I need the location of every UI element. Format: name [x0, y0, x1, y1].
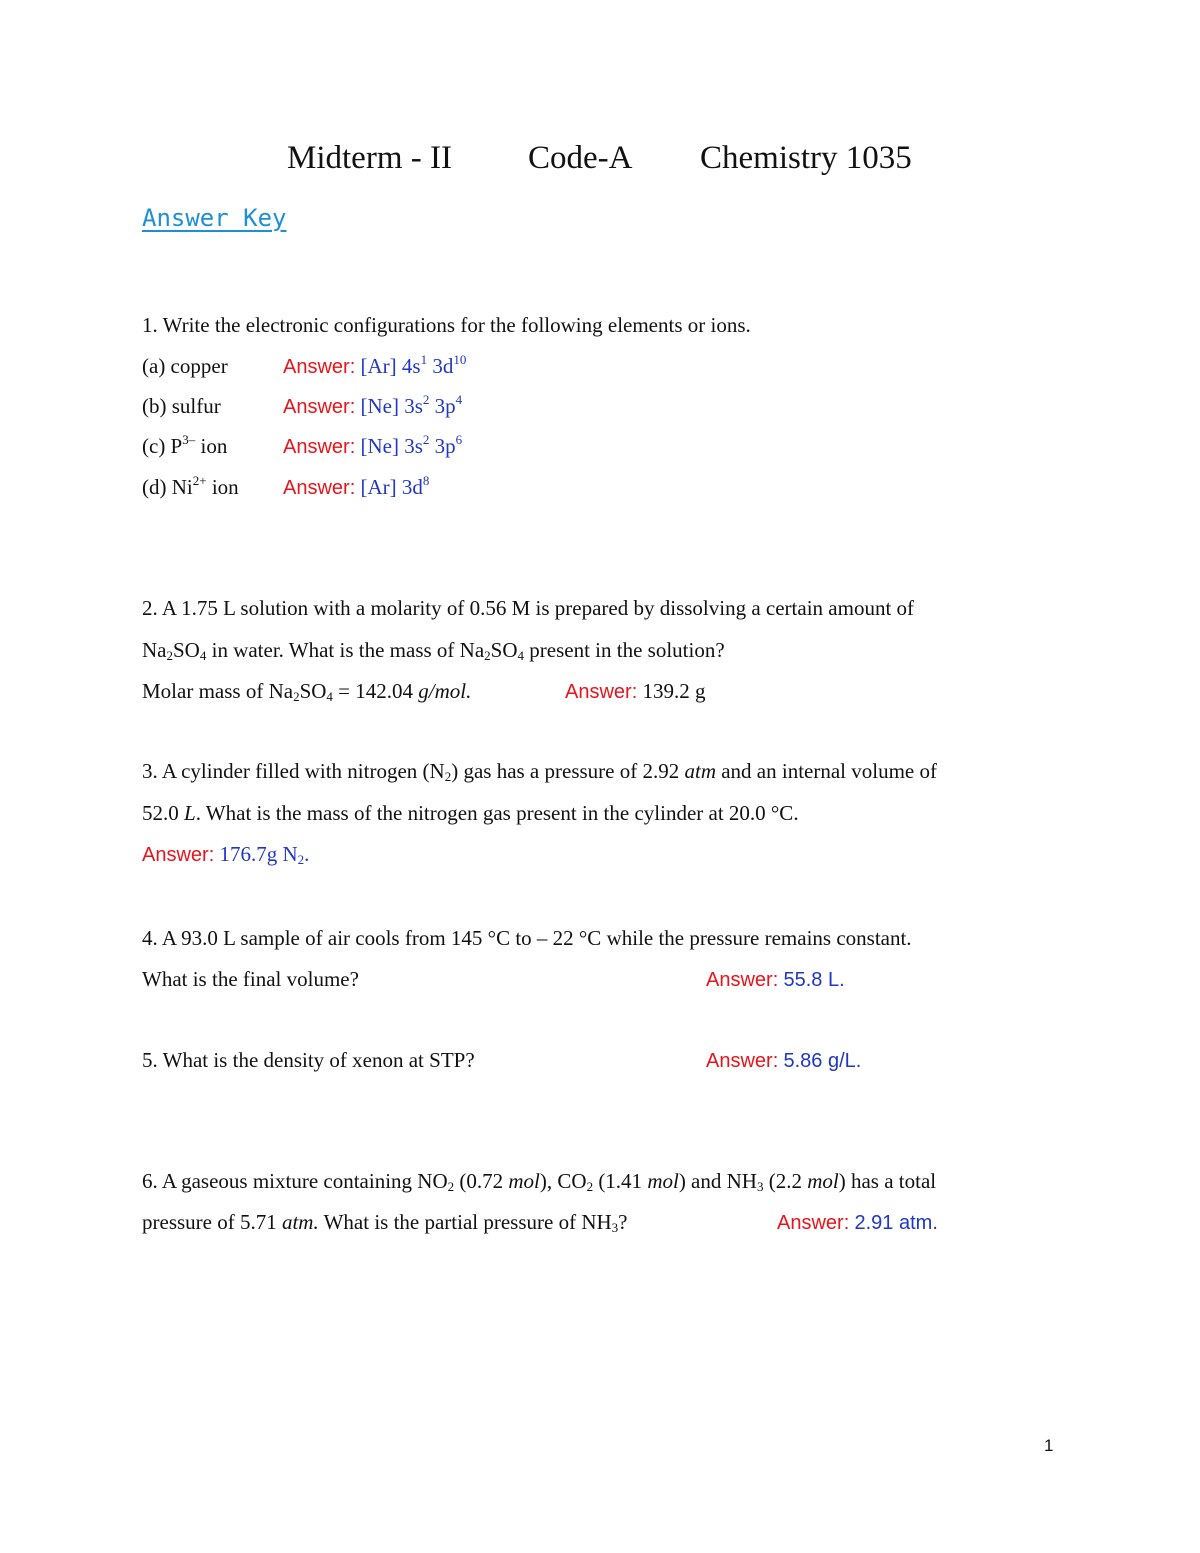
q5-line1: 5. What is the density of xenon at STP?: [142, 1048, 475, 1072]
q1b-label: (b) sulfur: [142, 394, 221, 418]
q2-answer: Answer: 139.2 g: [565, 679, 706, 703]
q6-line2: pressure of 5.71 atm. What is the partial pressure of $NH_3$?: [142, 1210, 628, 1235]
answer-key-heading: Answer Key: [142, 204, 287, 232]
q1-item-c: (c) $P^{3-}$ ion: [142, 432, 228, 458]
q4-answer: Answer: 55.8 L.: [706, 969, 845, 991]
course-name: Chemistry 1035: [700, 140, 912, 176]
q1d-answer: Answer: [Ar] $3d^8$: [283, 473, 430, 499]
exam-code: Code-A: [528, 140, 633, 176]
exam-title: Midterm - II: [287, 140, 452, 176]
q1-item-b: [142, 392, 221, 420]
title-row: [0, 140, 1200, 184]
q1a-label: (a) copper: [142, 354, 228, 378]
q1b-answer: Answer: [Ne] $3s^2$ $3p^4$: [283, 392, 463, 418]
q3-line2: 52.0 L. What is the mass of the nitrogen gas present in the cylinder at 20.0 °C.: [142, 801, 799, 825]
q2-line3: Molar mass of $Na_2SO_4 = 142.04$ g/mol.: [142, 679, 472, 704]
q2-line1: 2. A 1.75 L solution with a molarity of 0.56 M is prepared by dissolving a certain amount of: [142, 596, 915, 620]
page-number: 1: [1044, 1436, 1054, 1455]
q4-line2: What is the final volume?: [142, 967, 359, 991]
q6-line1: 6. A gaseous mixture containing $NO_2$ (0.72 mol), $CO_2$ (1.41 mol) and $NH_3$ (2.2 mol) has a total: [142, 1169, 937, 1194]
q2-line2: $Na_2SO_4$ in water. What is the mass of $Na_2SO_4$ present in the solution?: [142, 638, 725, 663]
q4-line1: 4. A 93.0 L sample of air cools from 145 °C to – 22 °C while the pressure remains constant.: [142, 926, 912, 950]
q1a-answer: Answer: [Ar] $4s^1$ $3d^{10}$: [283, 352, 467, 378]
q1-item-a: [142, 352, 228, 380]
q5-answer: Answer: 5.86 g/L.: [706, 1050, 862, 1072]
q1-item-d: (d) $Ni^{2+}$ ion: [142, 473, 239, 499]
q6-answer: Answer: 2.91 atm.: [777, 1212, 938, 1234]
q3-answer: Answer: 176.7g $N_2$.: [142, 842, 310, 867]
q1c-answer: Answer: [Ne] $3s^2$ $3p^6$: [283, 432, 463, 458]
q1-prompt: 1. Write the electronic configurations for the following elements or ions.: [142, 313, 751, 337]
q3-line1: 3. A cylinder filled with nitrogen $(N_2)$ gas has a pressure of 2.92 atm and an internal volume of: [142, 759, 937, 784]
